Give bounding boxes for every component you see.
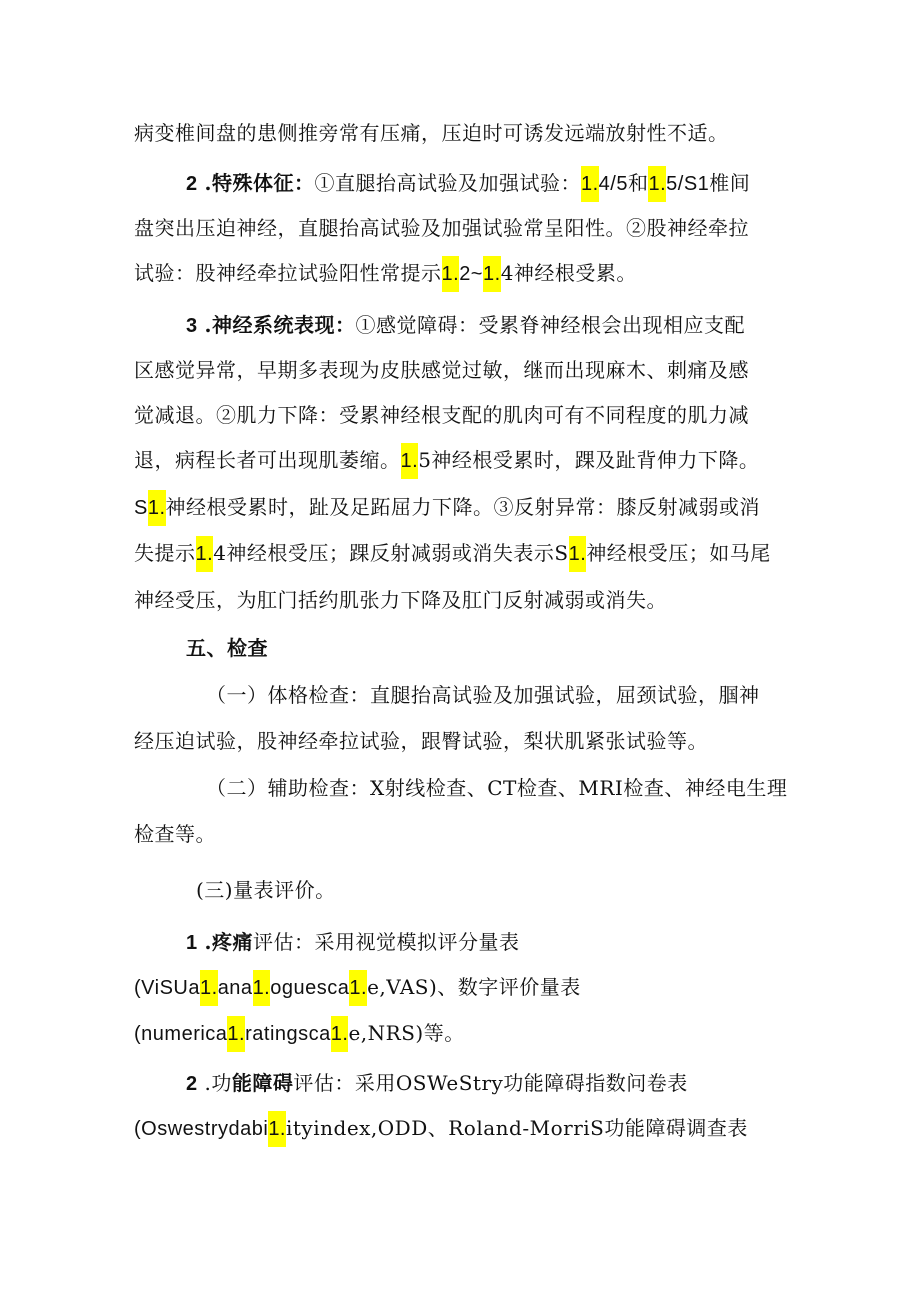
highlight-mark: 1. — [253, 970, 271, 1006]
text-run: 5/S1椎间 — [666, 173, 751, 195]
text-run: ityindex,ODD、Roland-MorriS功能障碍调查表 — [286, 1116, 748, 1140]
text-line — [134, 258, 637, 289]
section-2-line-1 — [186, 168, 750, 199]
text-run: ①感觉障碍：受累脊神经根会出现相应支配 — [355, 313, 745, 337]
text-run: ana — [217, 977, 253, 999]
item-2-line-1 — [186, 1068, 688, 1099]
text-run: 失提示 — [134, 541, 196, 565]
text-run: 4/5和 — [598, 173, 649, 195]
highlight-mark: 1. — [349, 970, 367, 1006]
highlight-mark: 1. — [268, 1111, 286, 1147]
text-line: (三)量表评价。 — [196, 878, 336, 902]
text-line: （一）体格检查：直腿抬高试验及加强试验，屈颈试验，腘神 — [206, 683, 760, 707]
text-run: 2~ — [459, 263, 483, 285]
text-run: e,VAS)、数字评价量表 — [367, 975, 581, 999]
text-run: 神经根受累时，趾及足跖屈力下降。③反射异常：膝反射减弱或消 — [165, 495, 761, 519]
text-run: 退，病程长者可出现肌萎缩。 — [134, 448, 401, 472]
text-line: （二）辅助检查：X射线检查、CT检查、MRI检查、神经电生理 — [206, 776, 788, 800]
text-run: 评估：采用视觉模拟评分量表 — [252, 930, 520, 954]
highlight-mark: 1. — [196, 536, 214, 572]
text-run: 4神经根受累。 — [500, 261, 637, 285]
item-title: 能障碍 — [231, 1071, 294, 1095]
text-run: 4神经根受压；踝反射减弱或消失表示S — [213, 541, 569, 565]
highlight-mark: 1. — [401, 443, 419, 479]
text-run: 评估：采用OSWeStry功能障碍指数问卷表 — [293, 1071, 688, 1095]
text-line: 觉减退。②肌力下降：受累神经根支配的肌肉可有不同程度的肌力减 — [134, 403, 749, 427]
item-number: 2 — [186, 173, 198, 195]
text-line — [134, 1113, 748, 1144]
text-line — [134, 538, 771, 569]
text-line: 区感觉异常，早期多表现为皮肤感觉过敏，继而出现麻木、刺痛及感 — [134, 358, 749, 382]
text-line — [134, 445, 759, 476]
item-number: 2 — [186, 1073, 198, 1095]
text-line: 经压迫试验，股神经牵拉试验，跟臀试验，梨状肌紧张试验等。 — [134, 729, 708, 753]
text-run: 试验：股神经牵拉试验阳性常提示 — [134, 261, 442, 285]
text-run: 5神经根受累时，踝及趾背伸力下降。 — [418, 448, 760, 472]
highlight-mark: 1. — [569, 536, 587, 572]
section-heading: 五、检查 — [186, 636, 268, 660]
item-number: 3 — [186, 315, 198, 337]
text-line — [134, 492, 760, 523]
item-number: 1 — [186, 932, 198, 954]
text-run: S — [134, 497, 148, 519]
text-run: (numerica — [134, 1023, 228, 1045]
text-run: (Oswestrydabi — [134, 1118, 269, 1140]
text-run: oguesca — [270, 977, 350, 999]
text-line — [134, 1018, 465, 1049]
item-title: .疼痛 — [204, 930, 253, 954]
text-line: 神经受压，为肛门括约肌张力下降及肛门反射减弱或消失。 — [134, 588, 667, 612]
text-line: 盘突出压迫神经，直腿抬高试验及加强试验常呈阳性。②股神经牵拉 — [134, 216, 749, 240]
text-run: (ViSUa — [134, 977, 200, 999]
section-title: .特殊体征： — [204, 171, 315, 195]
highlight-mark: 1. — [148, 490, 166, 526]
section-3-line-1 — [186, 310, 745, 341]
highlight-mark: 1. — [442, 256, 460, 292]
text-line: 病变椎间盘的患侧推旁常有压痛，压迫时可诱发远端放射性不适。 — [134, 121, 729, 145]
highlight-mark: 1. — [483, 256, 501, 292]
text-line — [134, 972, 581, 1003]
text-line: 检查等。 — [134, 822, 216, 846]
section-title: .神经系统表现： — [204, 313, 356, 337]
highlight-mark: 1. — [331, 1016, 349, 1052]
text-run: 神经根受压；如马尾 — [586, 541, 771, 565]
text-run: ratingsca — [245, 1023, 331, 1045]
highlight-mark: 1. — [648, 166, 666, 202]
item-1-line-1 — [186, 927, 519, 958]
highlight-mark: 1. — [200, 970, 218, 1006]
text-run: e,NRS)等。 — [348, 1021, 465, 1045]
item-title: .功 — [204, 1071, 232, 1095]
text-run: ①直腿抬高试验及加强试验： — [314, 171, 581, 195]
highlight-mark: 1. — [227, 1016, 245, 1052]
highlight-mark: 1. — [581, 166, 599, 202]
